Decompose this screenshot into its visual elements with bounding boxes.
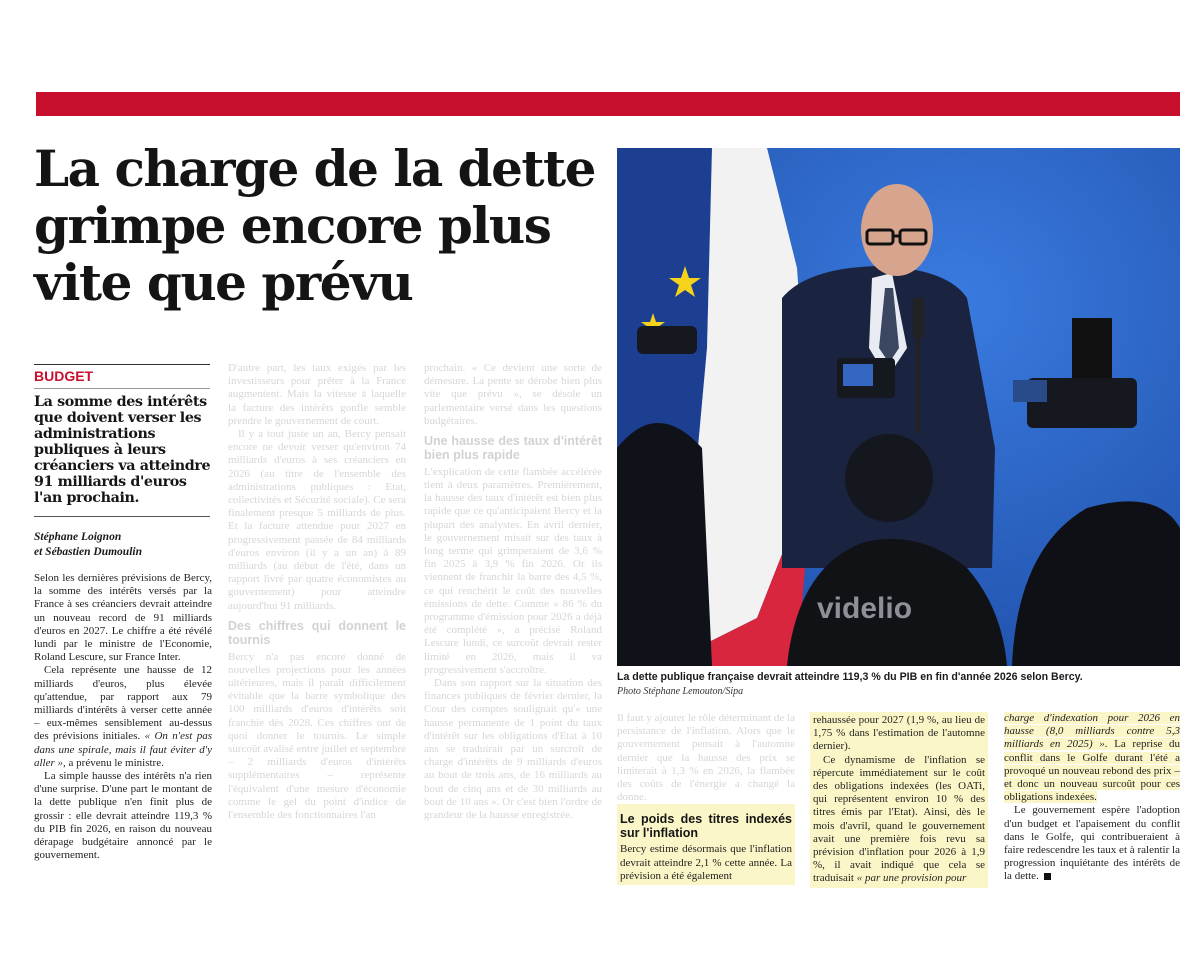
chapeau: La somme des intérêts que doivent verser les administrations publiques à leurs créanciers va atteindre 91 milliards d'euros l'an prochain. bbox=[34, 394, 211, 506]
col4-paragraph-2: Bercy estime désormais que l'inflation devrait atteindre 2,1 % cette année. La prévision a été également bbox=[620, 843, 792, 882]
article-column-2 bbox=[228, 362, 406, 822]
rubric-label: BUDGET bbox=[34, 368, 94, 384]
col6-paragraph-1: charge d'indexation pour 2026 en hausse (8,0 milliards contre 5,3 milliards en 2025) ». La reprise du conflit dans le Golfe durant l'été a provoqué un nouveau rebond des prix – et donc un nouveau surcoût pour ces obligations indexées. bbox=[1004, 712, 1180, 804]
end-of-article-icon bbox=[1044, 873, 1051, 880]
byline-author-2: et Sébastien Dumoulin bbox=[34, 545, 142, 558]
highlight-block-2 bbox=[810, 712, 988, 888]
audience-left bbox=[617, 423, 712, 666]
col6-paragraph-2: Le gouvernement espère l'adoption d'un budget et l'apaisement du conflit dans le Golfe, qui contribueraient à faire redescendre les taux et à ralentir la progression inquiétante des intérêts de la dette. bbox=[1004, 804, 1180, 883]
camera-left-icon bbox=[637, 326, 697, 354]
col2-subheading: Des chiffres qui donnent le tournis bbox=[228, 618, 406, 648]
col1-paragraph-3: La simple hausse des intérêts n'a rien d'une surprise. D'une part le montant de la dette publique n'en finit plus de grossir : elle devrait atteindre 119,3 % du PIB fin 2026, en raison du nouveau dérapage budgétaire annoncé par le gouvernement. bbox=[34, 770, 212, 862]
chapeau-rule bbox=[34, 516, 210, 517]
col3-paragraph-3: Dans son rapport sur la situation des finances publiques de février dernier, la Cour des comptes soulignait qu'« une hausse permanente de 1 point du taux d'intérêt sur les obligations d'Etat à 10 ans se traduirait par un surcroît de charge d'intérêts de 9 milliards d'euros au bout de trois ans, de 16 milliards au bout de cinq ans et de 30 milliards au bout de 10 ans ». Or c'est bien l'ordre de grandeur de la hausse enregistrée. bbox=[424, 677, 602, 822]
photo-credit: Photo Stéphane Lemouton/Sipa bbox=[617, 686, 744, 697]
photo-caption: La dette publique française devrait atteindre 119,3 % du PIB en fin d'année 2026 selon Bercy. bbox=[617, 671, 1083, 683]
article-column-5 bbox=[810, 712, 988, 888]
highlight-block-1 bbox=[617, 804, 795, 885]
headline: La charge de la dette grimpe encore plus vite que prévu bbox=[34, 139, 595, 312]
col4-subheading: Le poids des titres indexés sur l'inflation bbox=[620, 812, 792, 841]
col3-subheading: Une hausse des taux d'intérêt bien plus rapide bbox=[424, 434, 602, 463]
col5-paragraph-1: rehaussée pour 2027 (1,9 %, au lieu de 1,75 % dans l'estimation de l'automne dernier). bbox=[813, 714, 985, 753]
col5-quote: « par une provision pour bbox=[856, 872, 967, 885]
rubric-underline bbox=[34, 388, 210, 389]
col1-paragraph-1: Selon les dernières prévisions de Bercy, la somme des intérêts versés par la France à ses créanciers devrait atteindre un nouveau record de 91 milliards d'euros en 2027. Le chiffre a été révélé lundi par le ministre de l'Economie, Roland Lescure, sur France Inter. bbox=[34, 572, 212, 664]
col2-paragraph-2: Il y a tout juste un an, Bercy pensait encore ne devoir verser qu'environ 74 milliards d'euros à ses créanciers en 2026 (au titre de l'ensemble des administrations publiques : Etat, collectivités et Sécurité sociale). Ce sera finalement presque 5 milliards de plus. Et la facture attendue pour 2027 en progressivement passée de 84 milliards d'euros environ (il y a un an) à 89 milliards (au début de l'été, dans un rapport livré par quatre économistes au gouvernement) pour atteindre aujourd'hui 91 milliards. bbox=[228, 428, 406, 612]
article-column-1 bbox=[34, 572, 212, 862]
article-column-3 bbox=[424, 362, 602, 822]
col2-paragraph-1: D'autre part, les taux exigés par les investisseurs pour prêter à la France augmentent. Mais la vitesse à laquelle la facture des intérêts gonfle semble prendre le gouvernement de court. bbox=[228, 362, 406, 427]
col4-paragraph-1: Il faut y ajouter le rôle déterminant de la persistance de l'inflation. Alors que le gouvernement pensait à l'automne dernier que la hausse des prix se limiterait à 1,3 % en 2026, la flambée des coûts de l'énergie a changé la donne. bbox=[617, 712, 795, 804]
col5-paragraph-2: Ce dynamisme de l'inflation se répercute immédiatement sur le coût des obligations indexées (les OATi, qui représentent environ 10 % des titres émis par l'Etat). Ainsi, dès le mois d'avril, quand le gouvernement avait une première fois revu sa prévision d'inflation pour 2026 à 1,9 %, il avait indiqué que cela se traduisait « par une provision pour bbox=[813, 753, 985, 885]
col1-quote: « On n'est pas dans une spirale, mais il faut éviter d'y aller » bbox=[34, 730, 213, 769]
article-column-4 bbox=[617, 712, 795, 885]
top-red-bar bbox=[36, 92, 1180, 116]
col1-paragraph-2: Cela représente une hausse de 12 milliards d'euros, plus élevée qu'attendue, par rapport aux 79 milliards d'intérêts à verser cette année – eux-mêmes sensiblement au-dessus des prévisions initiales. « On n'est pas dans une spirale, mais il faut éviter d'y aller », a prévenu le ministre. bbox=[34, 664, 213, 769]
photo-illustration bbox=[617, 148, 1180, 666]
byline bbox=[34, 530, 212, 560]
col6-quote: charge d'indexation pour 2026 en hausse (8,0 milliards contre 5,3 milliards en 2025) » bbox=[1004, 712, 1180, 751]
microphone-icon bbox=[913, 298, 923, 338]
camera-brand-label: videlio bbox=[817, 592, 913, 625]
press-conference-photo bbox=[617, 148, 1180, 666]
col3-paragraph-2: L'explication de cette flambée accélérée tient à deux paramètres. Premièrement, la hausse des taux d'intérêt est bien plus rapide que ce qu'anticipaient Bercy et la plupart des analystes. En avril dernier, le gouvernement misait sur des taux à long terme qui grimperaient de 3,6 % fin 2025 à 3,9 % fin 2026. Or ils viennent de franchir la barre des 4,5 %, ce qui renchérit le coût des nouvelles émissions de dette. Comme « 86 % du programme d'émission pour 2026 a déjà été complété », a précisé Roland Lescure lundi, ce surcoût devrait rester limité en 2026, mais il va progressivement s'accroître. bbox=[424, 465, 602, 676]
col2-paragraph-3: Bercy n'a pas encore donné de nouvelles projections pour les années ultérieures, mais il paraît difficilement évitable que la barre symbolique des 100 milliards d'euros d'intérêts soit franchie dès 2028. Ces chiffres ont de quoi donner le tournis. Le simple surcoût avalisé entre juillet et septembre – 2 milliards d'euros d'intérêts supplémentaires – représente l'équivalent d'une mesure d'économie comme le gel du point d'indice de l'ensemble des fonctionnaires l'an bbox=[228, 650, 406, 822]
rubric-rule bbox=[34, 364, 210, 365]
article-column-6 bbox=[1004, 712, 1180, 884]
byline-author-1: Stéphane Loignon bbox=[34, 531, 122, 543]
col3-paragraph-1: prochain. « Ce devient une sorte de démesure. La pente se dérobe bien plus vite que prévu », se désole un parlementaire versé dans les questions budgétaires. bbox=[424, 362, 602, 427]
